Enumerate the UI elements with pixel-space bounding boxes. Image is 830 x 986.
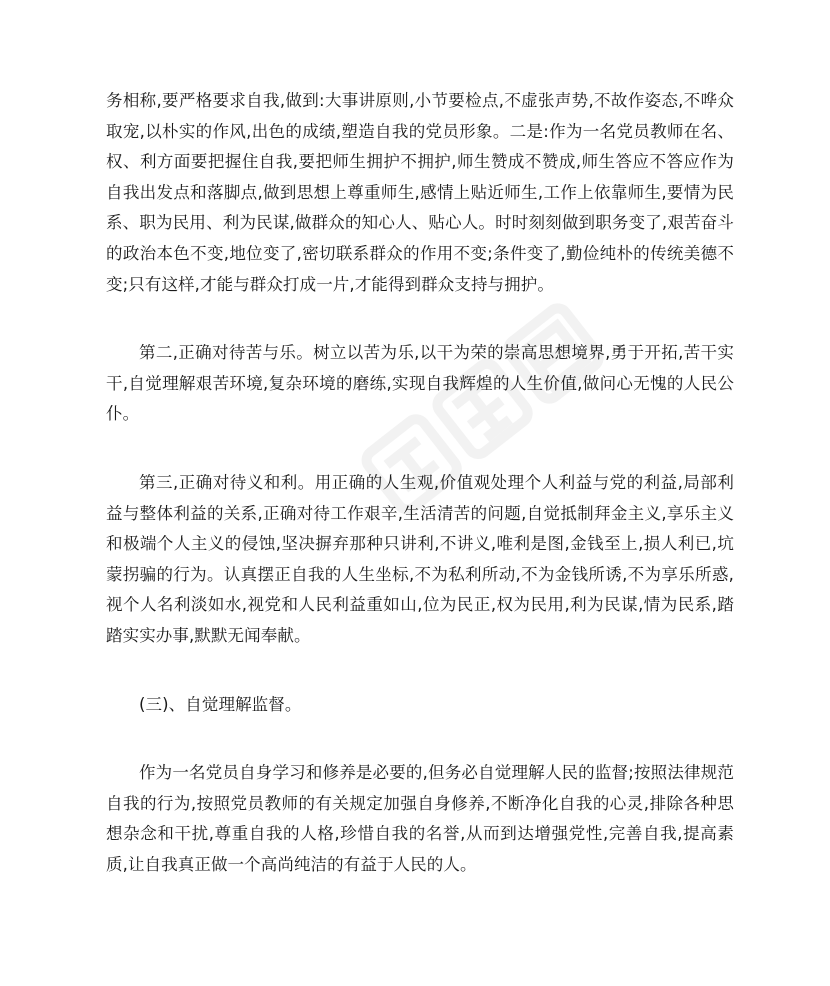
paragraph-supervision: 作为一名党员自身学习和修养是必要的,但务必自觉理解人民的监督;按照法律规范自我的行为,按照党员教师的有关规定加强自身修养,不断净化自我的心灵,排除各种思想杂念和干扰,尊重自我的人格,珍惜自我的名誉,从而到达增强党性,完善自我,提高素质,让自我真正做一个高尚纯洁的有益于人民的人。 — [106, 763, 734, 874]
paragraph-gap — [106, 652, 734, 690]
paragraph-third-point: 第三,正确对待义和利。用正确的人生观,价值观处理个人利益与党的利益,局部利益与整体利益的关系,正确对待工作艰辛,生活清苦的问题,自觉抵制拜金主义,享乐主义和极端个人主义的侵蚀,坚决摒弃那种只讲利,不讲义,唯利是图,金钱至上,损人利已,坑蒙拐骗的行为。认真摆正自我的人生坐标,不为私利所动,不为金钱所诱,不为享乐所惑,视个人名利淡如水,视党和人民利益重如山,位为民正,权为民用,利为民谋,情为民系,踏踏实实办事,默默无闻奉献。 — [106, 472, 734, 645]
document-body — [106, 86, 734, 880]
paragraph-second-point: 第二,正确对待苦与乐。树立以苦为乐,以干为荣的崇高思想境界,勇于开拓,苦干实干,自觉理解艰苦环境,复杂环境的磨练,实现自我辉煌的人生价值,做问心无愧的人民公仆。 — [106, 343, 734, 424]
paragraph-gap — [106, 720, 734, 758]
paragraph-gap — [106, 300, 734, 338]
paragraph-gap — [106, 430, 734, 468]
section-heading-supervision: (三)、自觉理解监督。 — [139, 694, 302, 714]
paragraph-continuation: 务相称,要严格要求自我,做到:大事讲原则,小节要检点,不虚张声势,不故作姿态,不哗众取宠,以朴实的作风,出色的成绩,塑造自我的党员形象。二是:作为一名党员教师在名、权、利方面要把握住自我,要把师生拥护不拥护,师生赞成不赞成,师生答应不答应作为自我出发点和落脚点,做到思想上尊重师生,感情上贴近师生,工作上依靠师生,要情为民系、职为民用、利为民谋,做群众的知心人、贴心人。时时刻刻做到职务变了,艰苦奋斗的政治本色不变,地位变了,密切联系群众的作用不变;条件变了,勤俭纯朴的传统美德不变;只有这样,才能与群众打成一片,才能得到群众支持与拥护。 — [106, 91, 734, 294]
